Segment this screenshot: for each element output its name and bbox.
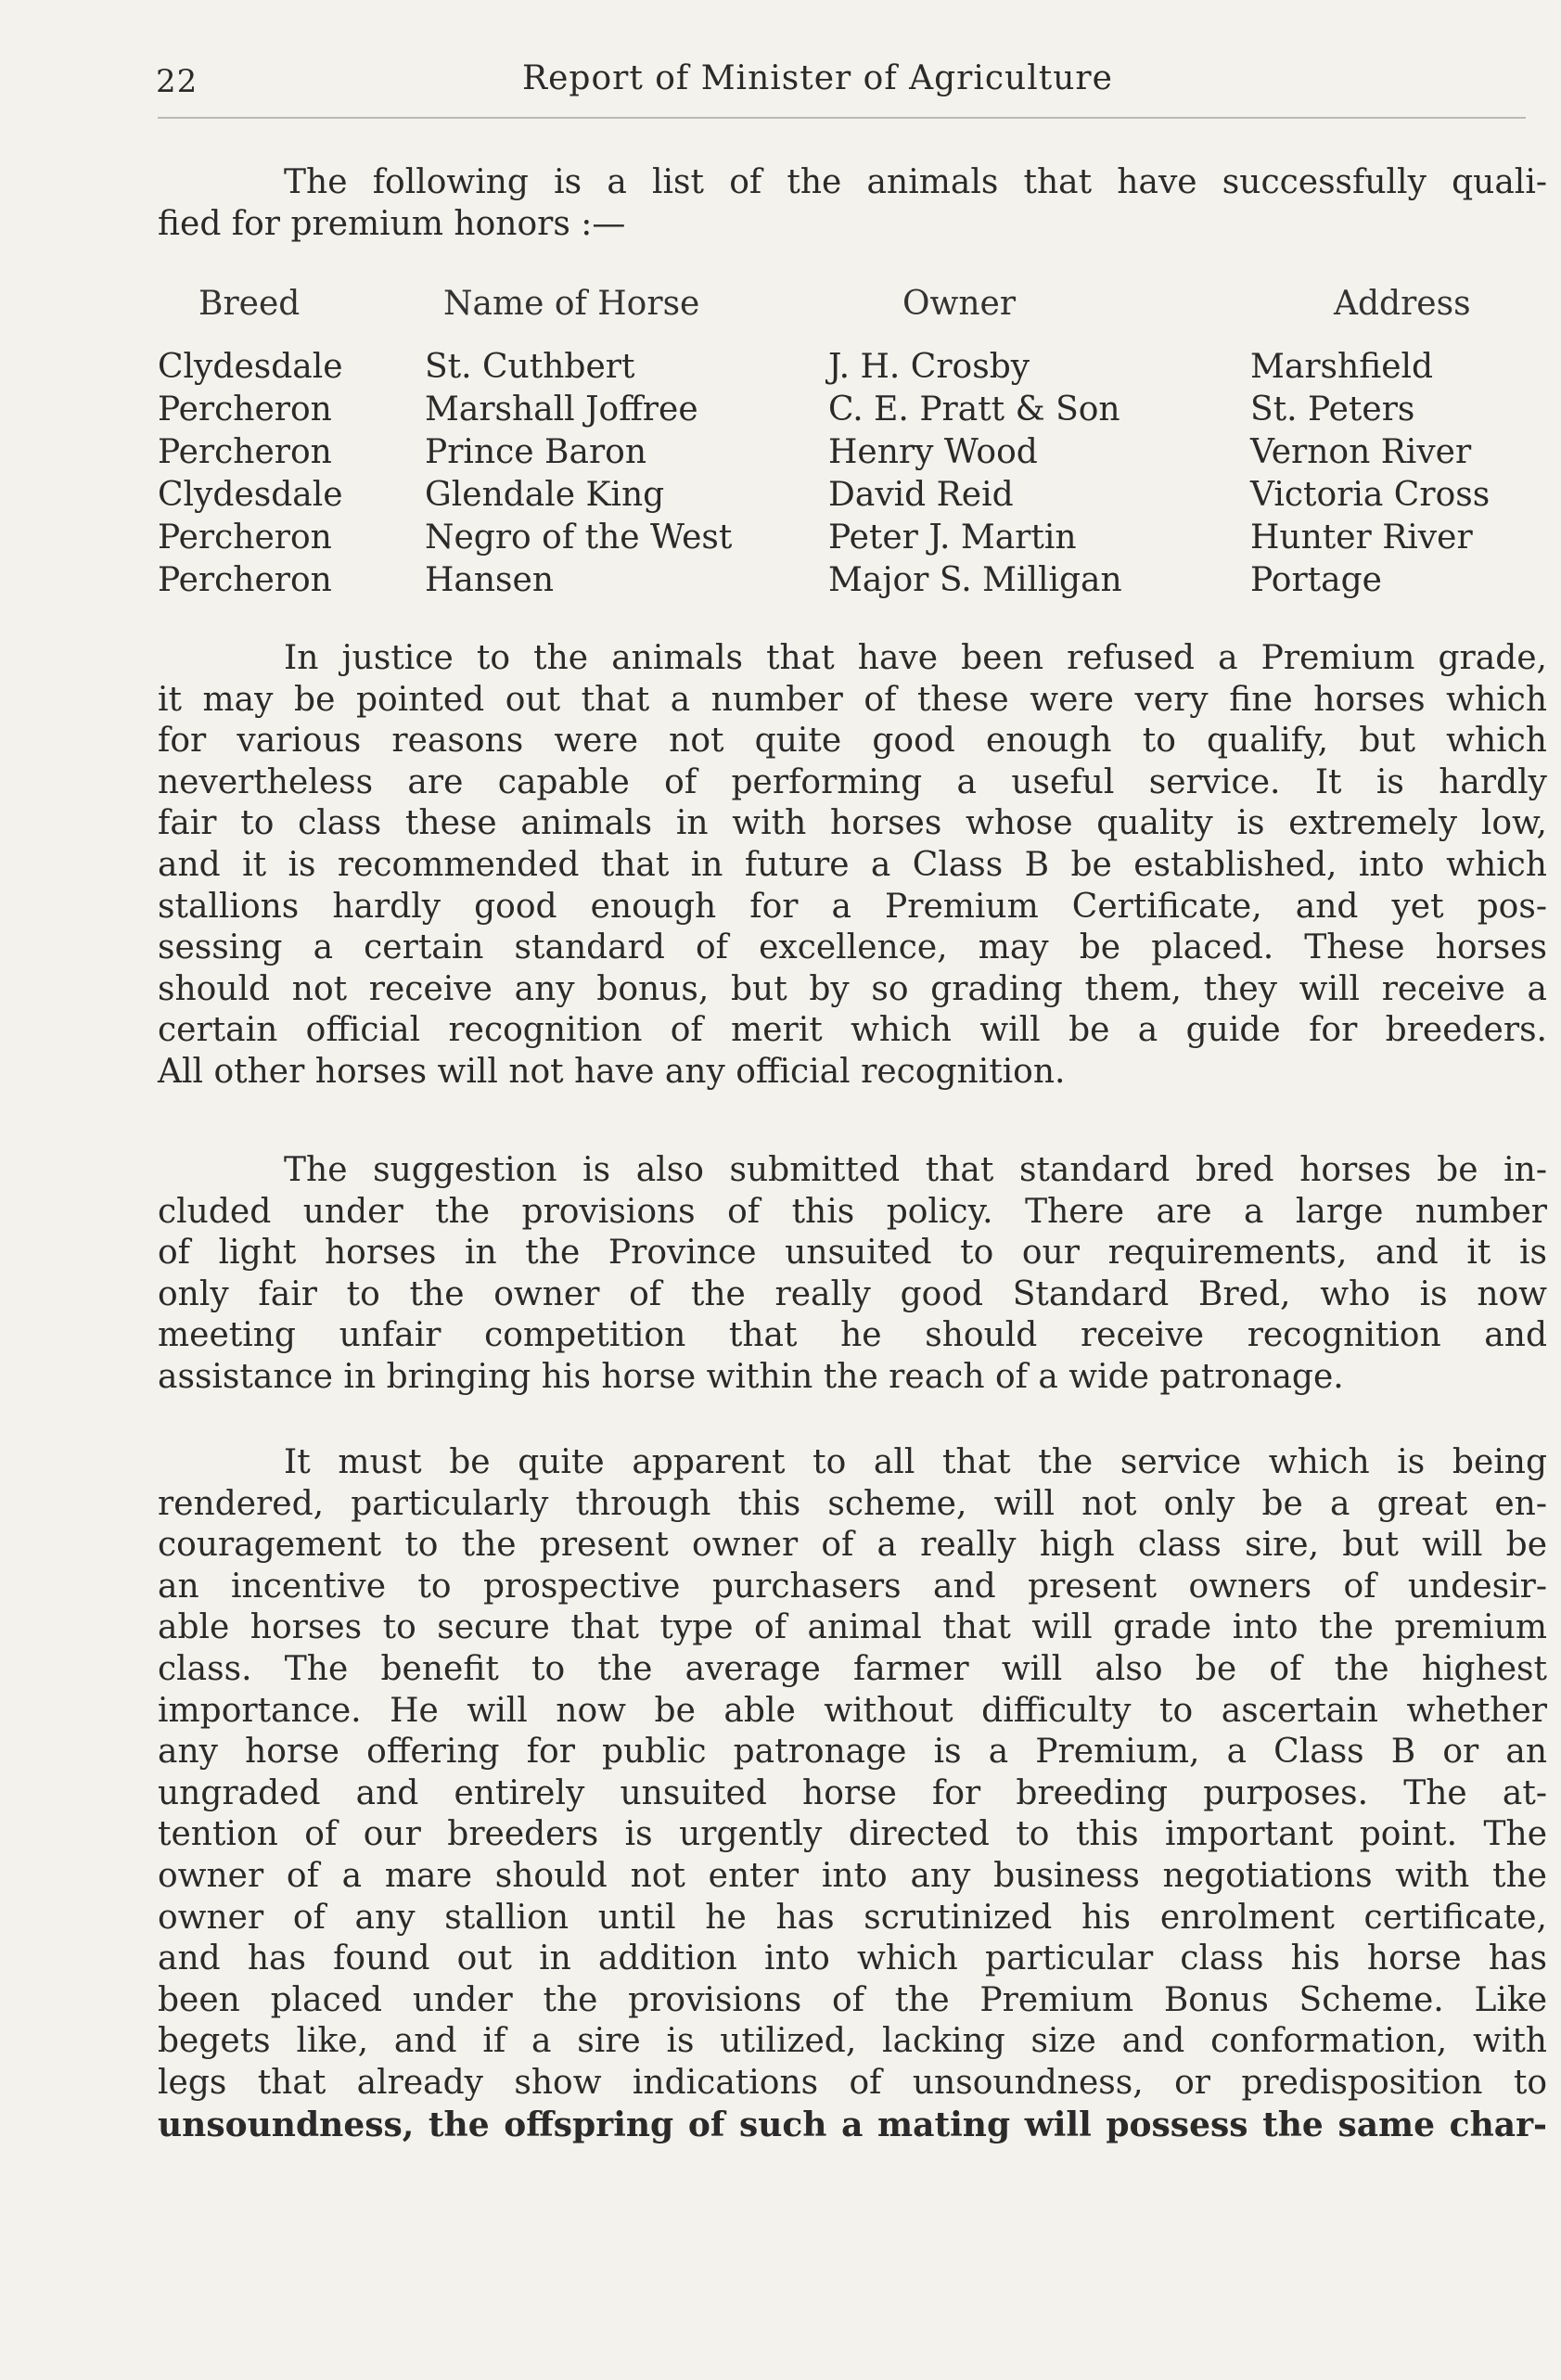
- cell-horse: Hansen: [425, 561, 555, 599]
- text-line: fied for premium honors :—: [158, 204, 626, 243]
- paragraph-service-benefit: [158, 1442, 1547, 2145]
- text-line: sessing a certain standard of excellence, may be placed. These horses: [158, 928, 1547, 967]
- text-line: nevertheless are capable of performing a useful service. It is hardly: [158, 762, 1547, 801]
- text-line: In justice to the animals that have been refused a Premium grade,: [284, 639, 1547, 677]
- text-line: and it is recommended that in future a Class B be established, into which: [158, 845, 1547, 884]
- cell-owner: Peter J. Martin: [828, 518, 1077, 557]
- text-line: class. The benefit to the average farmer will also be of the highest: [158, 1649, 1547, 1688]
- text-line: All other horses will not have any official recognition.: [158, 1052, 1066, 1091]
- page-header: [156, 54, 1547, 109]
- cell-horse: Marshall Joffree: [425, 390, 698, 429]
- text-line: The suggestion is also submitted that standard bred horses be in-: [284, 1151, 1547, 1189]
- text-line: unsoundness, the offspring of such a mating will possess the same char-: [158, 2105, 1547, 2144]
- text-line: fair to class these animals in with horses whose quality is extremely low,: [158, 804, 1547, 843]
- text-line: rendered, particularly through this scheme, will not only be a great en-: [158, 1484, 1547, 1523]
- header-owner: Owner: [902, 285, 1017, 323]
- header-rule: [158, 117, 1526, 119]
- text-line: importance. He will now be able without difficulty to ascertain whether: [158, 1691, 1547, 1730]
- cell-address: Vernon River: [1250, 433, 1472, 471]
- text-line: ungraded and entirely unsuited horse for breeding purposes. The at-: [158, 1773, 1547, 1812]
- page-number: 22: [156, 63, 198, 100]
- text-line: tention of our breeders is urgently directed to this important point. The: [158, 1815, 1547, 1854]
- text-line: cluded under the provisions of this policy. There are a large number: [158, 1192, 1547, 1231]
- intro-paragraph: [158, 162, 1547, 245]
- text-line: and has found out in addition into which particular class his horse has: [158, 1939, 1547, 1978]
- paragraph-standard-bred: [158, 1150, 1547, 1399]
- cell-owner: David Reid: [828, 476, 1014, 514]
- cell-owner: Henry Wood: [828, 433, 1038, 471]
- text-line: an incentive to prospective purchasers and present owners of undesir-: [158, 1567, 1547, 1606]
- cell-horse: Negro of the West: [425, 518, 733, 557]
- cell-breed: Percheron: [158, 518, 332, 557]
- table-row: [158, 517, 1547, 559]
- cell-horse: Glendale King: [425, 476, 665, 514]
- cell-horse: Prince Baron: [425, 433, 647, 471]
- text-line: owner of a mare should not enter into any business negotiations with the: [158, 1856, 1547, 1895]
- text-line: only fair to the owner of the really good Standard Bred, who is now: [158, 1274, 1547, 1313]
- table-row: [158, 431, 1547, 474]
- cell-owner: J. H. Crosby: [828, 348, 1030, 386]
- text-line: certain official recognition of merit which will be a guide for breeders.: [158, 1011, 1547, 1050]
- premium-horses-table: [158, 283, 1547, 602]
- text-line: couragement to the present owner of a really high class sire, but will be: [158, 1526, 1547, 1565]
- table-row: [158, 389, 1547, 431]
- cell-address: Portage: [1250, 561, 1382, 599]
- paragraph-class-b: [158, 638, 1547, 1094]
- cell-horse: St. Cuthbert: [425, 348, 635, 386]
- cell-owner: Major S. Milligan: [828, 561, 1122, 599]
- table-row: [158, 346, 1547, 389]
- header-breed: Breed: [198, 285, 301, 323]
- table-row: [158, 474, 1547, 517]
- text-line: it may be pointed out that a number of these were very fine horses which: [158, 680, 1547, 719]
- text-line: assistance in bringing his horse within the reach of a wide patronage.: [158, 1357, 1344, 1396]
- header-address: Address: [1334, 285, 1471, 323]
- text-line: legs that already show indications of unsoundness, or predisposition to: [158, 2063, 1547, 2102]
- cell-breed: Percheron: [158, 561, 332, 599]
- text-line: should not receive any bonus, but by so grading them, they will receive a: [158, 969, 1547, 1008]
- cell-breed: Clydesdale: [158, 348, 343, 386]
- text-line: any horse offering for public patronage is a Premium, a Class B or an: [158, 1733, 1547, 1772]
- text-line: begets like, and if a sire is utilized, lacking size and conformation, with: [158, 2022, 1547, 2061]
- text-line: The following is a list of the animals that have successfully quali-: [284, 163, 1547, 201]
- text-line: been placed under the provisions of the Premium Bonus Scheme. Like: [158, 1980, 1547, 2019]
- cell-address: St. Peters: [1250, 390, 1415, 429]
- cell-address: Victoria Cross: [1250, 476, 1491, 514]
- cell-address: Hunter River: [1250, 518, 1473, 557]
- cell-breed: Percheron: [158, 390, 332, 429]
- table-row: [158, 559, 1547, 602]
- text-line: able horses to secure that type of animal that will grade into the premium: [158, 1608, 1547, 1647]
- cell-address: Marshfield: [1250, 348, 1434, 386]
- text-line: of light horses in the Province unsuited to our requirements, and it is: [158, 1234, 1547, 1273]
- text-line: stallions hardly good enough for a Premium Certificate, and yet pos-: [158, 887, 1547, 926]
- text-line: meeting unfair competition that he should receive recognition and: [158, 1316, 1547, 1355]
- text-line: owner of any stallion until he has scrutinized his enrolment certificate,: [158, 1898, 1547, 1937]
- cell-breed: Clydesdale: [158, 476, 343, 514]
- cell-breed: Percheron: [158, 433, 332, 471]
- header-name-of-horse: Name of Horse: [443, 285, 700, 323]
- running-title: Report of Minister of Agriculture: [522, 59, 1113, 97]
- text-line: for various reasons were not quite good enough to qualify, but which: [158, 722, 1547, 761]
- table-header-row: [158, 283, 1547, 326]
- text-line: It must be quite apparent to all that the service which is being: [284, 1443, 1547, 1481]
- cell-owner: C. E. Pratt & Son: [828, 390, 1120, 429]
